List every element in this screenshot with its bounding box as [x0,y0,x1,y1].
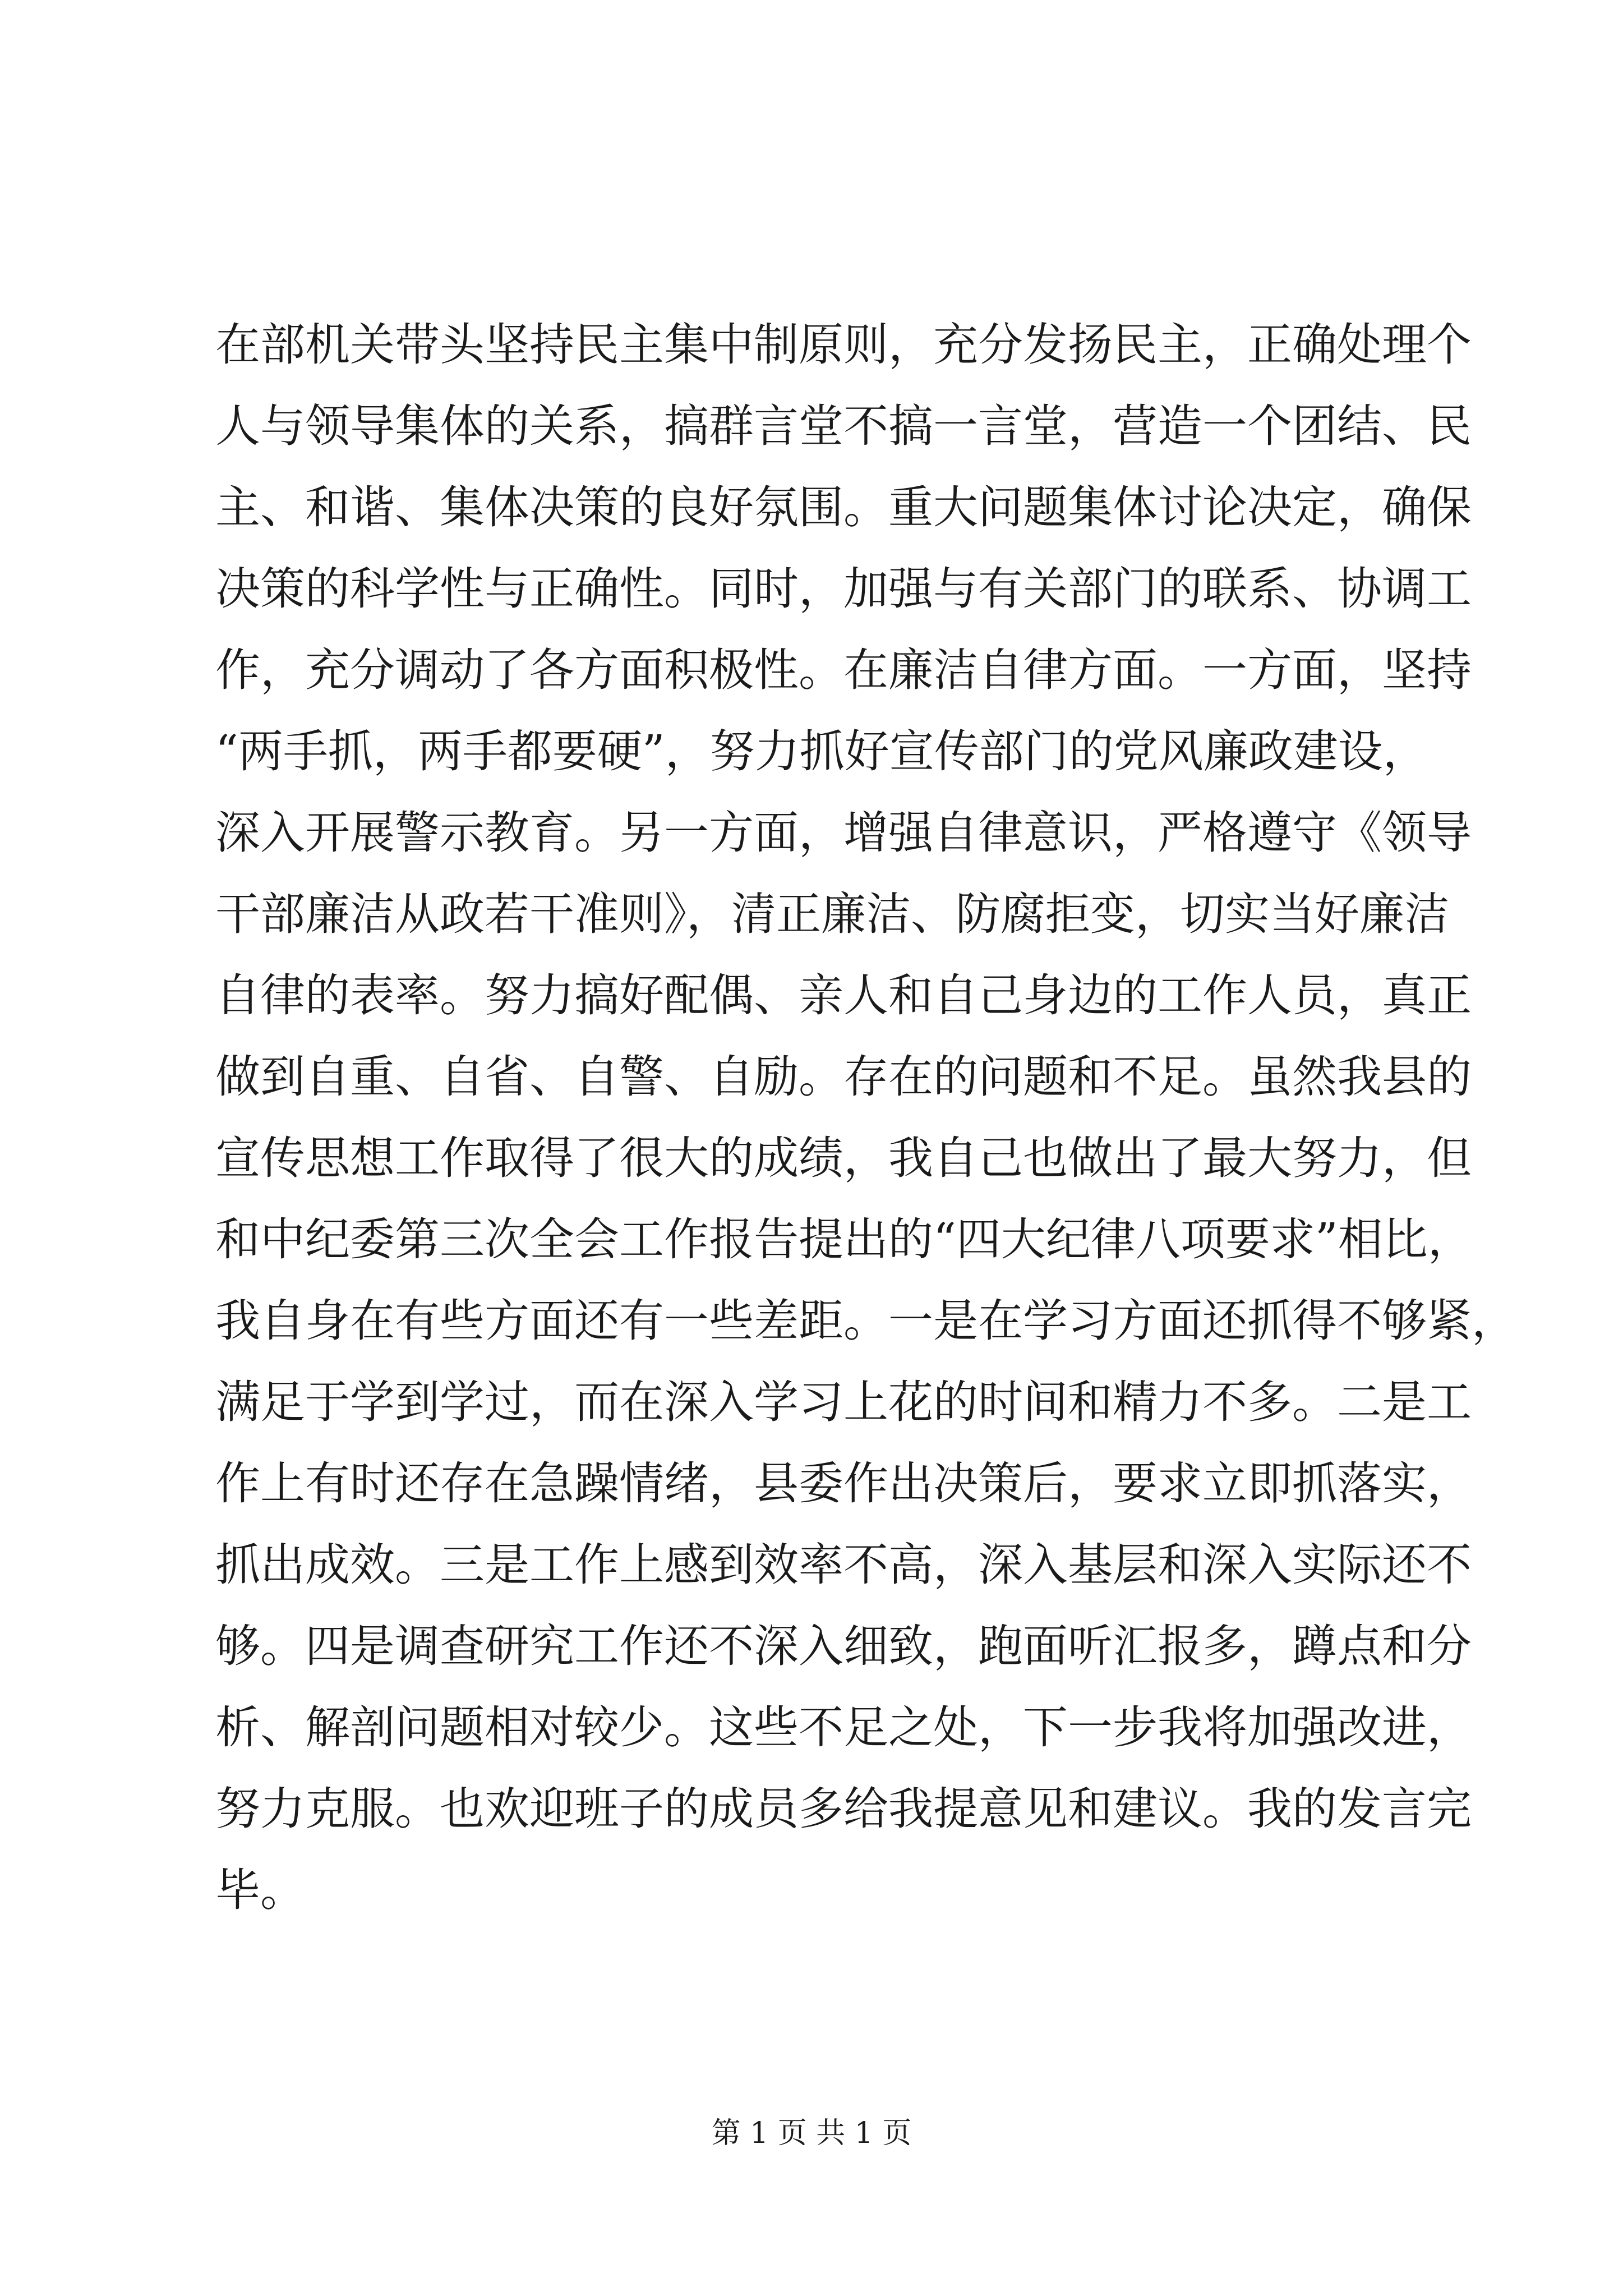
text-line: 我自身在有些方面还有一些差距。一是在学习方面还抓得不够紧， [215,1295,1516,1347]
text-line: 干部廉洁从政若干准则》，清正廉洁、防腐拒变，切实当好廉洁 [215,888,1449,940]
text-line: 宣传思想工作取得了很大的成绩，我自己也做出了最大努力，但 [215,1132,1472,1184]
text-line: 析、解剖问题相对较少。这些不足之处，下一步我将加强改进， [215,1701,1472,1754]
text-line: 在部机关带头坚持民主集中制原则，充分发扬民主，正确处理个 [215,319,1472,371]
text-line: 自律的表率。努力搞好配偶、亲人和自己身边的工作人员，真正 [215,969,1472,1022]
text-line: “两手抓，两手都要硬”，努力抓好宣传部门的党风廉政建设， [215,725,1428,777]
text-line: 决策的科学性与正确性。同时，加强与有关部门的联系、协调工 [215,563,1472,615]
text-line: 和中纪委第三次全会工作报告提出的“四大纪律八项要求”相比， [215,1213,1473,1266]
text-line: 够。四是调查研究工作还不深入细致，跑面听汇报多，蹲点和分 [215,1620,1472,1672]
text-line: 做到自重、自省、自警、自励。存在的问题和不足。虽然我县的 [215,1051,1472,1103]
text-line: 努力克服。也欢迎班子的成员多给我提意见和建议。我的发言完 [215,1783,1472,1835]
text-line: 抓出成效。三是工作上感到效率不高，深入基层和深入实际还不 [215,1539,1472,1591]
body-paragraph [215,304,1516,1931]
text-line: 作，充分调动了各方面积极性。在廉洁自律方面。一方面，坚持 [215,644,1472,696]
text-line: 人与领导集体的关系，搞群言堂不搞一言堂，营造一个团结、民 [215,400,1472,452]
text-line: 毕。 [215,1864,305,1916]
text-line: 深入开展警示教育。另一方面，增强自律意识，严格遵守《领导 [215,807,1472,859]
text-line: 主、和谐、集体决策的良好氛围。重大问题集体讨论决定，确保 [215,481,1472,533]
text-line: 满足于学到学过，而在深入学习上花的时间和精力不多。二是工 [215,1376,1472,1428]
page-footer [0,2114,1623,2153]
text-line: 作上有时还存在急躁情绪，县委作出决策后，要求立即抓落实， [215,1457,1472,1510]
page-number: 第 1 页 共 1 页 [711,2116,912,2150]
